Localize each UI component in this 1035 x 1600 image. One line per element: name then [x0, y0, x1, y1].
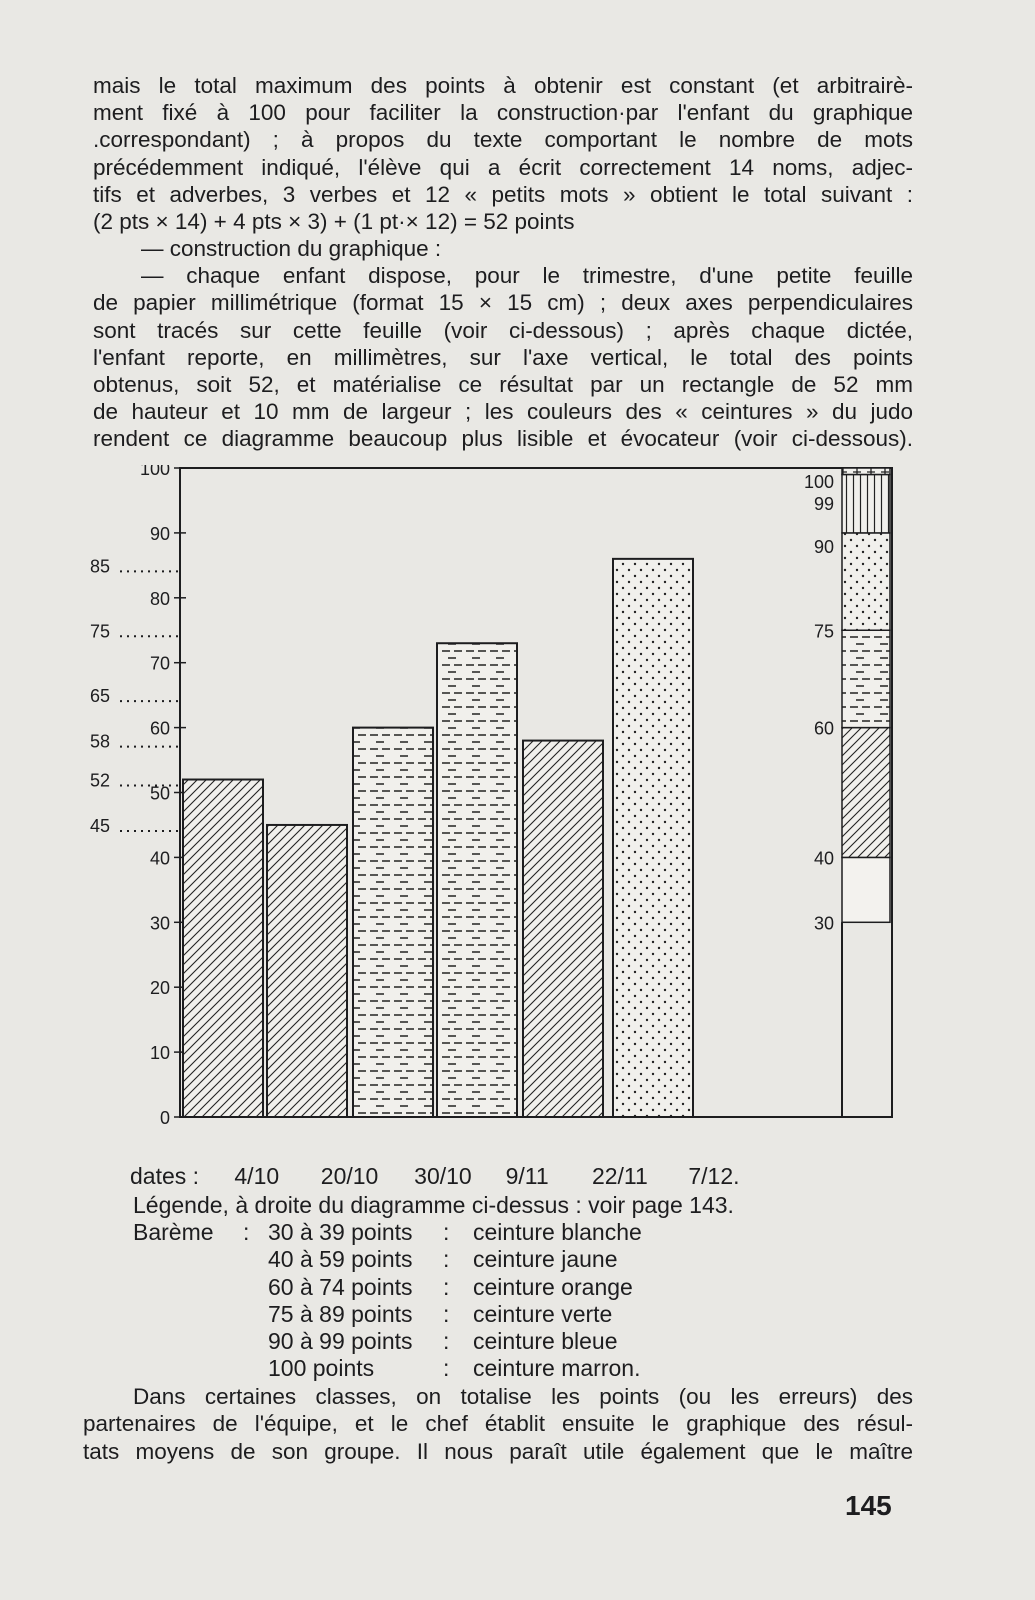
text-line: de hauteur et 10 mm de largeur ; les couleurs des « ceintures » du judo: [93, 399, 913, 425]
bar: [353, 728, 433, 1117]
date-label: 20/10: [320, 1163, 379, 1189]
belt-segment: [842, 630, 890, 727]
belt-scale-label: 30: [813, 913, 834, 934]
text-line: précédemment indiqué, l'élève qui a écrit correctement 14 noms, adjec-: [93, 154, 913, 180]
y-tick-label: 40: [149, 848, 170, 869]
text-line: tifs et adverbes, 3 verbes et 12 « petits mots » obtient le total suivant :: [93, 181, 913, 207]
text-line: tats moyens de son groupe. Il nous paraît utile également que le maître: [83, 1438, 913, 1464]
belt-scale-label: 100: [803, 472, 834, 492]
text-line: de papier millimétrique (format 15 × 15 cm) ; deux axes perpendiculaires: [93, 290, 913, 316]
y-tick-label: 30: [149, 913, 170, 934]
date-label: 22/11: [591, 1163, 648, 1189]
bareme-range: 100 points: [268, 1355, 375, 1382]
bareme-belt: ceinture orange: [473, 1273, 633, 1300]
date-label: 30/10: [414, 1163, 472, 1189]
text-line: partenaires de l'équipe, et le chef établit ensuite le graphique des résul-: [83, 1411, 913, 1437]
text-line: — chaque enfant dispose, pour le trimestre, d'une petite feuille: [141, 263, 913, 289]
construction-heading: — construction du graphique :: [141, 236, 442, 261]
belt-scale-label: 75: [813, 621, 834, 642]
bareme-table: [133, 1219, 642, 1383]
legend-note: Légende, à droite du diagramme ci-dessus : voir page 143.: [133, 1192, 734, 1218]
bareme-belt: ceinture bleue: [473, 1328, 618, 1355]
bareme-belt: ceinture blanche: [473, 1219, 642, 1245]
date-label: 9/11: [505, 1163, 549, 1189]
intro-paragraph: [93, 72, 913, 235]
bareme-belt: ceinture marron.: [473, 1355, 641, 1382]
date-label: 4/10: [234, 1163, 280, 1189]
belt-segment: [842, 728, 890, 858]
text-line: rendent ce diagramme beaucoup plus lisible et évocateur (voir ci-dessous).: [93, 426, 913, 452]
text-line: .correspondant) ; à propos du texte comportant le nombre de mots: [93, 127, 913, 153]
bareme-range: 40 à 59 points: [268, 1246, 413, 1273]
y-tick-label: 80: [149, 588, 170, 609]
belt-scale-label: 60: [813, 718, 834, 739]
bareme-range: 60 à 74 points: [268, 1273, 413, 1300]
y-tick-label: 20: [149, 978, 170, 999]
y-tick-label: 60: [149, 718, 170, 739]
bareme-belt: ceinture verte: [473, 1300, 613, 1327]
text-line: mais le total maximum des points à obtenir est constant (et arbitrairè-: [93, 73, 913, 98]
y-tick-label: 90: [149, 523, 170, 544]
dotted-mark-label: 85: [90, 556, 111, 577]
dotted-mark-label: 65: [90, 686, 111, 707]
closing-paragraph: [83, 1383, 913, 1465]
belt-segment: [842, 857, 890, 922]
text-line: sont tracés sur cette feuille (voir ci-dessous) ; après chaque dictée,: [93, 317, 913, 343]
bareme-range: 75 à 89 points: [268, 1300, 413, 1327]
formula-line: (2 pts × 14) + 4 pts × 3) + (1 pt·× 12) = 52 points: [93, 209, 575, 235]
bareme-label: Barème: [133, 1219, 214, 1245]
bareme-row: 60 à 74 points : ceinture orange: [268, 1273, 633, 1300]
dotted-mark-label: 45: [90, 815, 111, 836]
belt-segment: [842, 468, 890, 474]
date-label: 7/12.: [688, 1163, 740, 1189]
bareme-row: 90 à 99 points : ceinture bleue: [268, 1328, 618, 1355]
bar: [267, 825, 347, 1117]
bareme-belt: ceinture jaune: [473, 1246, 618, 1273]
dates-label: dates :: [130, 1163, 200, 1189]
belt-score-chart: [80, 465, 920, 1165]
bar: [523, 741, 603, 1117]
bareme-range: 90 à 99 points: [268, 1328, 413, 1355]
belt-scale-label: 40: [813, 848, 834, 869]
dotted-mark-label: 52: [90, 770, 111, 791]
bar: [613, 559, 693, 1117]
text-line: ment fixé à 100 pour faciliter la construction·par l'enfant du graphique: [93, 100, 913, 126]
text-line: l'enfant reporte, en millimètres, sur l'axe vertical, le total des points: [93, 344, 913, 370]
belt-scale-label: 90: [813, 536, 834, 557]
dotted-mark-label: 75: [90, 621, 111, 642]
y-tick-label: 10: [149, 1043, 170, 1064]
bareme-row: Barème : 30 à 39 points : ceinture blanche: [133, 1219, 642, 1245]
construction-paragraph: [93, 235, 913, 453]
bar: [437, 643, 517, 1117]
bareme-row: 100 points : ceinture marron.: [268, 1355, 641, 1382]
y-tick-label: 0: [159, 1108, 170, 1128]
y-tick-label: 50: [149, 783, 170, 804]
bareme-row: 40 à 59 points : ceinture jaune: [268, 1246, 618, 1273]
y-tick-label: 100: [139, 465, 170, 479]
bareme-range: 30 à 39 points: [268, 1219, 413, 1245]
chart-svg: [80, 465, 920, 1165]
belt-segment: [842, 533, 890, 630]
y-tick-label: 70: [149, 653, 170, 674]
dates-row: [130, 1163, 740, 1190]
dotted-mark-label: 58: [90, 731, 111, 752]
bareme-row: 75 à 89 points : ceinture verte: [268, 1300, 613, 1327]
page-number: 145: [845, 1490, 892, 1521]
text-line: obtenus, soit 52, et matérialise ce résultat par un rectangle de 52 mm: [93, 372, 913, 398]
bar: [183, 780, 263, 1117]
belt-scale-label: 99: [813, 494, 834, 514]
text-line: Dans certaines classes, on totalise les points (ou les erreurs) des: [133, 1384, 913, 1409]
belt-segment: [842, 474, 890, 532]
